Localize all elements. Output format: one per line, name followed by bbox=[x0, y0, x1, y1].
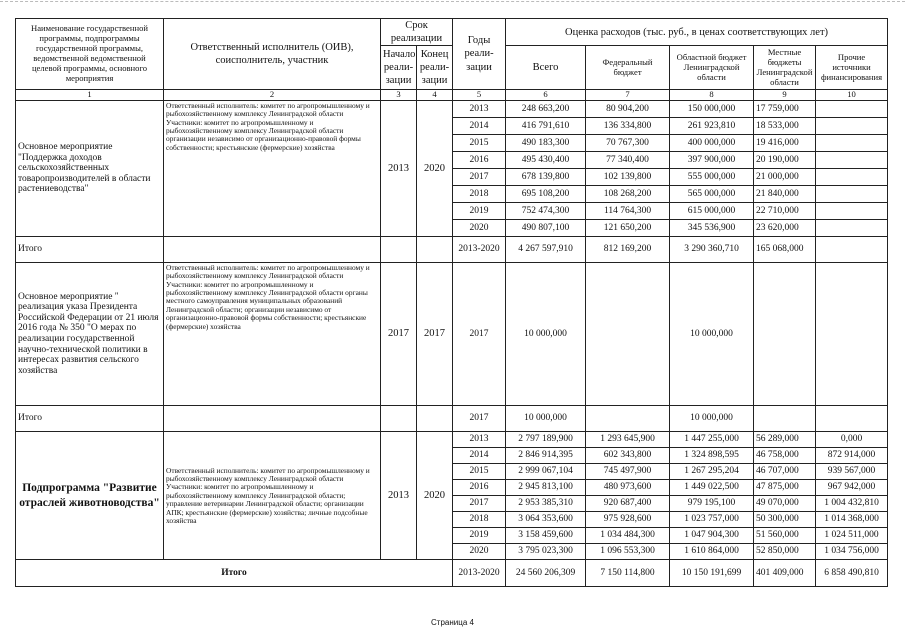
regional-cell: 261 923,810 bbox=[670, 118, 754, 135]
end-year: 2017 bbox=[417, 263, 453, 406]
itogo-federal bbox=[586, 406, 670, 432]
total-cell: 2 846 914,395 bbox=[506, 448, 586, 464]
col-number: 4 bbox=[417, 90, 453, 101]
total-cell: 695 108,200 bbox=[506, 186, 586, 203]
other-cell bbox=[816, 152, 888, 169]
itogo-local bbox=[754, 406, 816, 432]
itogo-label: Итого bbox=[16, 560, 453, 587]
local-cell: 23 620,000 bbox=[754, 220, 816, 237]
other-cell: 939 567,000 bbox=[816, 464, 888, 480]
measure-name: Основное мероприятие "Поддержка доходов сельскохозяйственных товаропроизводителей в области растениеводства" bbox=[16, 101, 164, 237]
col-number: 9 bbox=[754, 90, 816, 101]
total-cell: 678 139,800 bbox=[506, 169, 586, 186]
federal-cell: 77 340,400 bbox=[586, 152, 670, 169]
other-cell bbox=[816, 263, 888, 406]
federal-cell: 1 096 553,300 bbox=[586, 544, 670, 560]
itogo-other bbox=[816, 237, 888, 263]
itogo-row bbox=[16, 560, 888, 587]
local-cell: 47 875,000 bbox=[754, 480, 816, 496]
local-cell: 52 850,000 bbox=[754, 544, 816, 560]
end-year: 2020 bbox=[417, 432, 453, 560]
total-cell: 495 430,400 bbox=[506, 152, 586, 169]
regional-cell: 565 000,000 bbox=[670, 186, 754, 203]
itogo-end bbox=[417, 237, 453, 263]
col-number: 2 bbox=[164, 90, 381, 101]
itogo-federal: 812 169,200 bbox=[586, 237, 670, 263]
col-number: 7 bbox=[586, 90, 670, 101]
total-cell: 752 474,300 bbox=[506, 203, 586, 220]
other-cell: 1 014 368,000 bbox=[816, 512, 888, 528]
executor-cell: Ответственный исполнитель: комитет по агропромышленному и рыбохозяйственному комплексу Ленинградской области Участники: комитет по агропромышленному и рыбохозяйственному комплексу Ленинградской области организации независимо от организационно-правовой формы собственности; крестьянские (фермерские) хозяйства bbox=[164, 101, 381, 237]
table-row bbox=[16, 263, 888, 406]
regional-cell: 1 449 022,500 bbox=[670, 480, 754, 496]
itogo-years: 2013-2020 bbox=[453, 237, 506, 263]
federal-cell: 920 687,400 bbox=[586, 496, 670, 512]
header-start: Начало реали-зации bbox=[381, 46, 417, 90]
col-number: 6 bbox=[506, 90, 586, 101]
regional-cell: 397 900,000 bbox=[670, 152, 754, 169]
year-cell: 2015 bbox=[453, 135, 506, 152]
local-cell: 46 707,000 bbox=[754, 464, 816, 480]
header-term: Срок реализации bbox=[381, 19, 453, 46]
col-number: 10 bbox=[816, 90, 888, 101]
itogo-federal: 7 150 114,800 bbox=[586, 560, 670, 587]
federal-cell: 70 767,300 bbox=[586, 135, 670, 152]
year-cell: 2014 bbox=[453, 118, 506, 135]
year-cell: 2013 bbox=[453, 432, 506, 448]
other-cell bbox=[816, 169, 888, 186]
itogo-end bbox=[417, 406, 453, 432]
total-cell: 3 064 353,600 bbox=[506, 512, 586, 528]
other-cell: 967 942,000 bbox=[816, 480, 888, 496]
year-cell: 2013 bbox=[453, 101, 506, 118]
total-cell: 490 807,100 bbox=[506, 220, 586, 237]
other-cell bbox=[816, 186, 888, 203]
page-number: Страница 4 bbox=[431, 618, 474, 627]
itogo-local: 165 068,000 bbox=[754, 237, 816, 263]
federal-cell: 1 293 645,900 bbox=[586, 432, 670, 448]
local-cell: 17 759,000 bbox=[754, 101, 816, 118]
measure-name: Основное мероприятие " реализация указа Президента Российской Федерации от 21 июля 2016 года № 350 "О мерах по реализации государственной научно-технической политики в интересах развития сельского хозяйства bbox=[16, 263, 164, 406]
year-cell: 2019 bbox=[453, 528, 506, 544]
itogo-start bbox=[381, 237, 417, 263]
year-cell: 2016 bbox=[453, 152, 506, 169]
local-cell: 21 000,000 bbox=[754, 169, 816, 186]
local-cell: 20 190,000 bbox=[754, 152, 816, 169]
year-cell: 2014 bbox=[453, 448, 506, 464]
regional-cell: 1 610 864,000 bbox=[670, 544, 754, 560]
total-cell: 248 663,200 bbox=[506, 101, 586, 118]
regional-cell: 345 536,900 bbox=[670, 220, 754, 237]
federal-cell bbox=[586, 263, 670, 406]
regional-cell: 1 023 757,000 bbox=[670, 512, 754, 528]
itogo-label: Итого bbox=[16, 237, 164, 263]
itogo-regional: 10 150 191,699 bbox=[670, 560, 754, 587]
federal-cell: 136 334,800 bbox=[586, 118, 670, 135]
other-cell bbox=[816, 135, 888, 152]
regional-cell: 1 267 295,204 bbox=[670, 464, 754, 480]
other-cell bbox=[816, 220, 888, 237]
executor-cell: Ответственный исполнитель: комитет по агропромышленному и рыбохозяйственному комплексу Ленинградской области Участники: комитет по агропромышленному и рыбохозяйственному комплексу Ленинградской области; управление ветеринарии Ленинградской области; организации АПК; крестьянские (фермерские) хозяйства; личные подсобные хозяйства bbox=[164, 432, 381, 560]
executor-cell: Ответственный исполнитель: комитет по агропромышленному и рыбохозяйственному комплексу Ленинградской области Участники: комитет по агропромышленному и рыбохозяйственному комплексу Ленинградской области органы местного самоуправления муниципальных образований Ленинградской области; организации независимо от организационно-правовой формы собственности; крестьянские (фермерские) хозяйства bbox=[164, 263, 381, 406]
local-cell: 46 758,000 bbox=[754, 448, 816, 464]
other-cell bbox=[816, 118, 888, 135]
regional-cell: 150 000,000 bbox=[670, 101, 754, 118]
regional-cell: 10 000,000 bbox=[670, 263, 754, 406]
regional-cell: 1 447 255,000 bbox=[670, 432, 754, 448]
local-cell: 50 300,000 bbox=[754, 512, 816, 528]
federal-cell: 114 764,300 bbox=[586, 203, 670, 220]
federal-cell: 975 928,600 bbox=[586, 512, 670, 528]
other-cell bbox=[816, 203, 888, 220]
local-cell: 19 416,000 bbox=[754, 135, 816, 152]
year-cell: 2017 bbox=[453, 169, 506, 186]
itogo-executor bbox=[164, 237, 381, 263]
year-cell: 2018 bbox=[453, 512, 506, 528]
federal-cell: 480 973,600 bbox=[586, 480, 670, 496]
itogo-local: 401 409,000 bbox=[754, 560, 816, 587]
regional-cell: 1 324 898,595 bbox=[670, 448, 754, 464]
itogo-row bbox=[16, 237, 888, 263]
start-year: 2013 bbox=[381, 432, 417, 560]
year-cell: 2016 bbox=[453, 480, 506, 496]
total-cell: 416 791,610 bbox=[506, 118, 586, 135]
col-number: 5 bbox=[453, 90, 506, 101]
federal-cell: 108 268,200 bbox=[586, 186, 670, 203]
total-cell: 3 158 459,600 bbox=[506, 528, 586, 544]
itogo-other bbox=[816, 406, 888, 432]
federal-cell: 102 139,800 bbox=[586, 169, 670, 186]
local-cell: 22 710,000 bbox=[754, 203, 816, 220]
itogo-other: 6 858 490,810 bbox=[816, 560, 888, 587]
itogo-start bbox=[381, 406, 417, 432]
table-row bbox=[16, 101, 888, 118]
header-other: Прочие источники финансирования bbox=[816, 46, 888, 90]
federal-cell: 745 497,900 bbox=[586, 464, 670, 480]
year-cell: 2019 bbox=[453, 203, 506, 220]
total-cell: 490 183,300 bbox=[506, 135, 586, 152]
other-cell: 1 034 756,000 bbox=[816, 544, 888, 560]
total-cell: 2 999 067,104 bbox=[506, 464, 586, 480]
col-number: 3 bbox=[381, 90, 417, 101]
total-cell: 2 953 385,310 bbox=[506, 496, 586, 512]
itogo-total: 24 560 206,309 bbox=[506, 560, 586, 587]
local-cell: 51 560,000 bbox=[754, 528, 816, 544]
federal-cell: 121 650,200 bbox=[586, 220, 670, 237]
year-cell: 2020 bbox=[453, 544, 506, 560]
start-year: 2013 bbox=[381, 101, 417, 237]
header-regional: Областной бюджет Ленинградской области bbox=[670, 46, 754, 90]
col-number: 8 bbox=[670, 90, 754, 101]
document-page bbox=[15, 18, 888, 587]
local-cell: 49 070,000 bbox=[754, 496, 816, 512]
local-cell bbox=[754, 263, 816, 406]
regional-cell: 979 195,100 bbox=[670, 496, 754, 512]
end-year: 2020 bbox=[417, 101, 453, 237]
total-cell: 2 797 189,900 bbox=[506, 432, 586, 448]
itogo-years: 2017 bbox=[453, 406, 506, 432]
regional-cell: 400 000,000 bbox=[670, 135, 754, 152]
subprogram-name: Подпрограмма "Развитие отраслей животноводства" bbox=[16, 432, 164, 560]
regional-cell: 615 000,000 bbox=[670, 203, 754, 220]
header-total: Всего bbox=[506, 46, 586, 90]
other-cell: 0,000 bbox=[816, 432, 888, 448]
table-row bbox=[16, 432, 888, 448]
itogo-total: 4 267 597,910 bbox=[506, 237, 586, 263]
federal-cell: 80 904,200 bbox=[586, 101, 670, 118]
header-federal: Федеральный бюджет bbox=[586, 46, 670, 90]
start-year: 2017 bbox=[381, 263, 417, 406]
itogo-label: Итого bbox=[16, 406, 164, 432]
itogo-regional: 10 000,000 bbox=[670, 406, 754, 432]
year-cell: 2020 bbox=[453, 220, 506, 237]
itogo-regional: 3 290 360,710 bbox=[670, 237, 754, 263]
budget-table bbox=[15, 18, 888, 587]
year-cell: 2017 bbox=[453, 263, 506, 406]
regional-cell: 1 047 904,300 bbox=[670, 528, 754, 544]
year-cell: 2015 bbox=[453, 464, 506, 480]
other-cell: 1 004 432,810 bbox=[816, 496, 888, 512]
itogo-total: 10 000,000 bbox=[506, 406, 586, 432]
year-cell: 2018 bbox=[453, 186, 506, 203]
itogo-executor bbox=[164, 406, 381, 432]
local-cell: 21 840,000 bbox=[754, 186, 816, 203]
header-end: Конец реали-зации bbox=[417, 46, 453, 90]
total-cell: 2 945 813,100 bbox=[506, 480, 586, 496]
header-years: Годы реали-зации bbox=[453, 19, 506, 90]
header-local: Местные бюджеты Ленинградской области bbox=[754, 46, 816, 90]
local-cell: 56 289,000 bbox=[754, 432, 816, 448]
other-cell bbox=[816, 101, 888, 118]
header-expenses: Оценка расходов (тыс. руб., в ценах соответствующих лет) bbox=[506, 19, 888, 46]
other-cell: 1 024 511,000 bbox=[816, 528, 888, 544]
local-cell: 18 533,000 bbox=[754, 118, 816, 135]
column-number-row bbox=[16, 90, 888, 101]
regional-cell: 555 000,000 bbox=[670, 169, 754, 186]
itogo-row bbox=[16, 406, 888, 432]
year-cell: 2017 bbox=[453, 496, 506, 512]
federal-cell: 1 034 484,300 bbox=[586, 528, 670, 544]
header-program-name: Наименование государственной программы, подпрограммы государственной программы, ведомственной ведомственной целевой программы, основного мероприятия bbox=[16, 19, 164, 90]
total-cell: 3 795 023,300 bbox=[506, 544, 586, 560]
header-row-1 bbox=[16, 19, 888, 46]
itogo-years: 2013-2020 bbox=[453, 560, 506, 587]
header-executor: Ответственный исполнитель (ОИВ), соисполнитель, участник bbox=[164, 19, 381, 90]
total-cell: 10 000,000 bbox=[506, 263, 586, 406]
other-cell: 872 914,000 bbox=[816, 448, 888, 464]
page-top-edge bbox=[0, 1, 905, 3]
col-number: 1 bbox=[16, 90, 164, 101]
federal-cell: 602 343,800 bbox=[586, 448, 670, 464]
